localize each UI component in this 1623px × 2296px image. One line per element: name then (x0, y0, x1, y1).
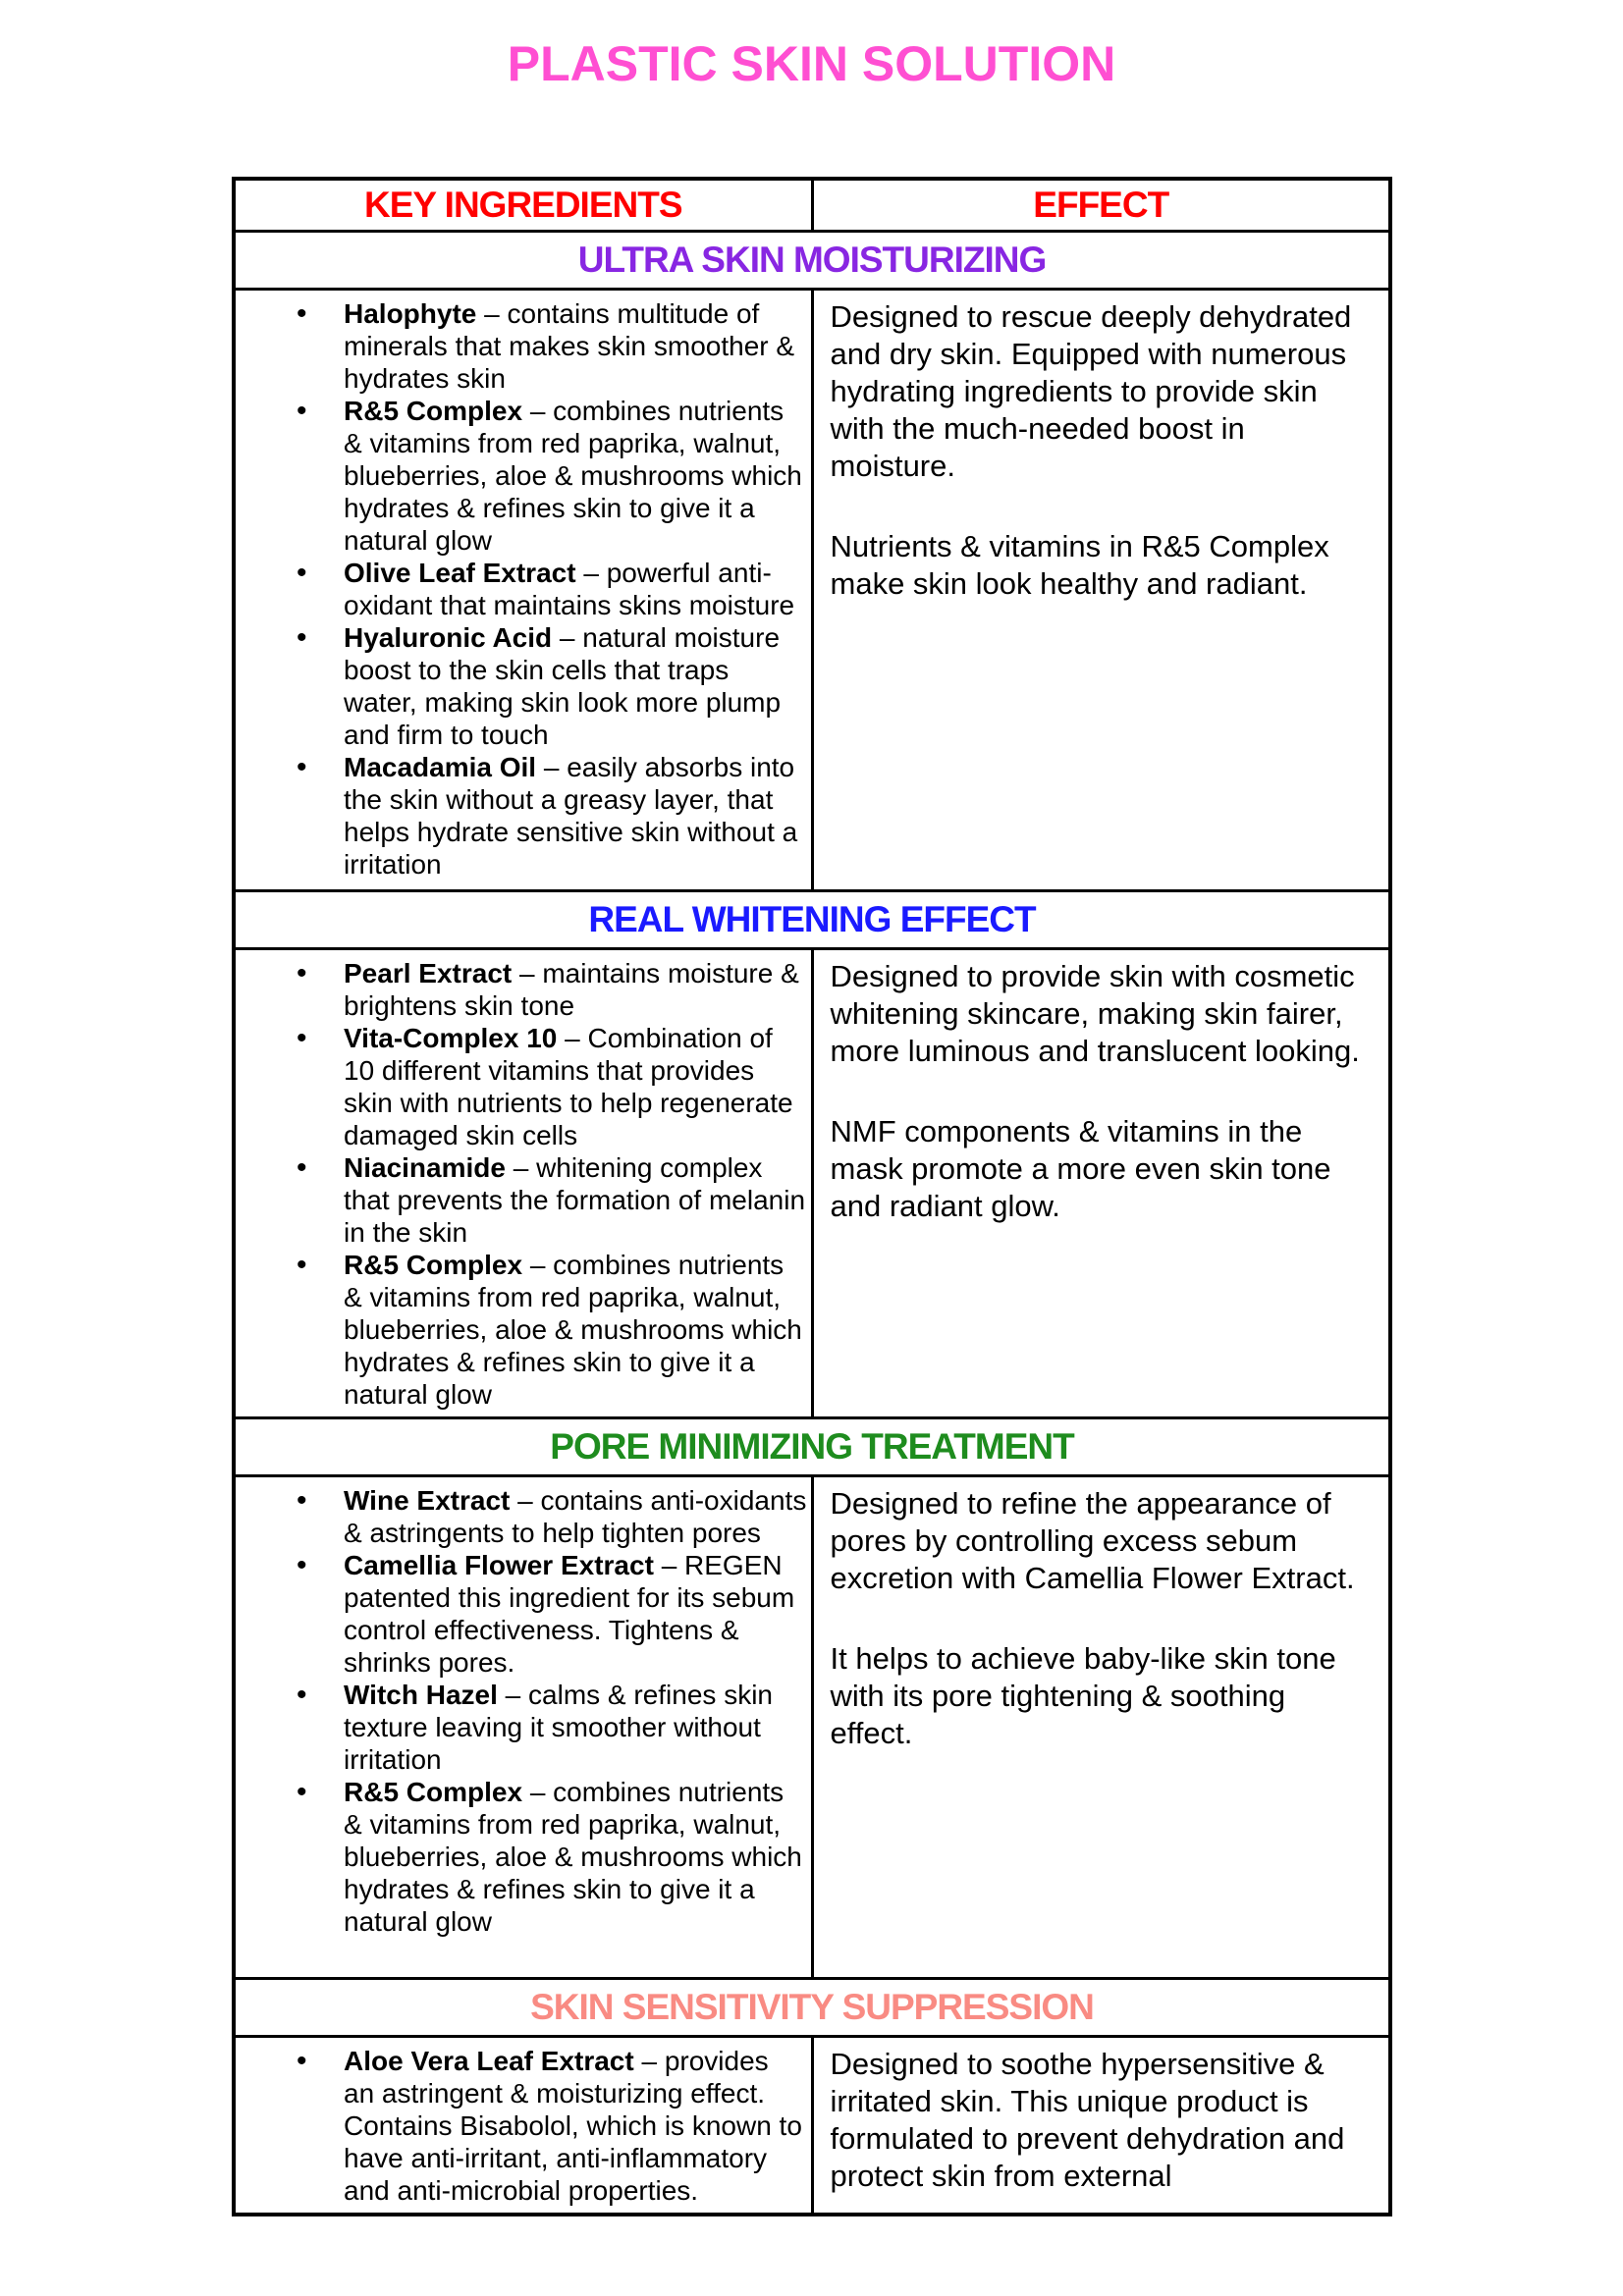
ingredient-item (344, 557, 807, 621)
ingredient-list (236, 1484, 807, 1938)
ingredient-name: Macadamia Oil (344, 752, 537, 782)
ingredient-desc: – easily absorbs into the skin without a greasy layer, that helps hydrate sensitive skin without a irritation (344, 752, 798, 880)
effect-cell (812, 1476, 1390, 1979)
ingredient-desc: – combines nutrients & vitamins from red paprika, walnut, blueberries, aloe & mushrooms which hydrates & refines skin to give it a natural glow (344, 1250, 802, 1410)
ingredient-name: Halophyte (344, 298, 477, 329)
effect-cell (812, 949, 1390, 1418)
ingredient-item (344, 751, 807, 881)
section-band-row (234, 891, 1390, 949)
ingredient-name: R&5 Complex (344, 1777, 523, 1807)
ingredient-item (344, 297, 807, 395)
ingredients-effect-table (232, 177, 1392, 2216)
ingredient-desc: – whitening complex that prevents the formation of melanin in the skin (344, 1152, 806, 1248)
effect-paragraph: Nutrients & vitamins in R&5 Complex make skin look healthy and radiant. (830, 529, 1329, 601)
ingredient-desc: – Combination of 10 different vitamins that provides skin with nutrients to help regenerate damaged skin cells (344, 1023, 793, 1150)
ingredient-name: Vita-Complex 10 (344, 1023, 558, 1053)
section-heading: REAL WHITENING EFFECT (234, 891, 1390, 949)
ingredient-list (236, 2045, 807, 2207)
effect-paragraph: NMF components & vitamins in the mask promote a more even skin tone and radiant glow. (830, 1114, 1331, 1223)
ingredient-desc: – natural moisture boost to the skin cells that traps water, making skin look more plump and firm to touch (344, 622, 782, 750)
ingredients-cell (234, 1476, 812, 1979)
ingredient-name: Olive Leaf Extract (344, 558, 576, 588)
section-band-row (234, 1979, 1390, 2037)
effect-paragraph: Designed to rescue deeply dehydrated and dry skin. Equipped with numerous hydrating ingredients to provide skin with the much-needed boost in moisture. (830, 299, 1352, 483)
ingredient-item (344, 1776, 807, 1938)
ingredient-desc: – combines nutrients & vitamins from red paprika, walnut, blueberries, aloe & mushrooms which hydrates & refines skin to give it a natural glow (344, 1777, 802, 1937)
column-header-key-ingredients: KEY INGREDIENTS (234, 179, 812, 232)
ingredient-desc: – combines nutrients & vitamins from red paprika, walnut, blueberries, aloe & mushrooms which hydrates & refines skin to give it a natural glow (344, 396, 802, 556)
ingredient-desc: – REGEN patented this ingredient for its sebum control effectiveness. Tightens & shrinks pores. (344, 1550, 795, 1678)
section-heading: SKIN SENSITIVITY SUPPRESSION (234, 1979, 1390, 2037)
ingredient-desc: – provides an astringent & moisturizing effect. Contains Bisabolol, which is known to have anti-irritant, anti-inflammatory and anti-microbial properties. (344, 2046, 802, 2206)
ingredients-cell (234, 2037, 812, 2216)
ingredient-item (344, 1549, 807, 1679)
ingredient-item (344, 1249, 807, 1411)
effect-paragraph: Designed to refine the appearance of pores by controlling excess sebum excretion with Camellia Flower Extract. (830, 1486, 1355, 1595)
section-content-row (234, 1476, 1390, 1979)
column-header-effect: EFFECT (812, 179, 1390, 232)
ingredient-desc: – powerful anti-oxidant that maintains skins moisture (344, 558, 795, 620)
ingredient-name: Pearl Extract (344, 958, 513, 988)
section-content-row (234, 290, 1390, 891)
effect-paragraph: It helps to achieve baby-like skin tone with its pore tightening & soothing effect. (830, 1641, 1336, 1750)
table-header-row (234, 179, 1390, 232)
ingredient-item (344, 621, 807, 751)
ingredient-list (236, 297, 807, 881)
ingredient-name: Aloe Vera Leaf Extract (344, 2046, 634, 2076)
ingredients-cell (234, 949, 812, 1418)
ingredient-name: Wine Extract (344, 1485, 511, 1516)
ingredient-desc: – maintains moisture & brightens skin tone (344, 958, 799, 1021)
ingredient-name: Hyaluronic Acid (344, 622, 553, 653)
section-heading: ULTRA SKIN MOISTURIZING (234, 232, 1390, 290)
effect-cell (812, 290, 1390, 891)
ingredient-name: Camellia Flower Extract (344, 1550, 654, 1580)
section-band-row (234, 232, 1390, 290)
section-band-row (234, 1418, 1390, 1476)
ingredient-item (344, 2045, 807, 2207)
section-content-row (234, 2037, 1390, 2216)
effect-cell (812, 2037, 1390, 2216)
page-title: PLASTIC SKIN SOLUTION (507, 36, 1116, 91)
ingredient-name: Niacinamide (344, 1152, 506, 1183)
effect-paragraph: Designed to soothe hypersensitive & irritated skin. This unique product is formulated to prevent dehydration and protect skin from external (830, 2047, 1345, 2193)
ingredient-name: R&5 Complex (344, 1250, 523, 1280)
ingredient-item (344, 1151, 807, 1249)
ingredient-item (344, 1022, 807, 1151)
ingredient-desc: – contains anti-oxidants & astringents to help tighten pores (344, 1485, 807, 1548)
ingredient-desc: – calms & refines skin texture leaving it smoother without irritation (344, 1680, 773, 1775)
ingredient-item (344, 1679, 807, 1776)
ingredient-item (344, 395, 807, 557)
ingredient-name: R&5 Complex (344, 396, 523, 426)
section-heading: PORE MINIMIZING TREATMENT (234, 1418, 1390, 1476)
ingredients-cell (234, 290, 812, 891)
section-content-row (234, 949, 1390, 1418)
ingredient-desc: – contains multitude of minerals that makes skin smoother & hydrates skin (344, 298, 795, 394)
effect-paragraph: Designed to provide skin with cosmetic whitening skincare, making skin fairer, more luminous and translucent looking. (830, 959, 1360, 1068)
table-body (234, 179, 1390, 2215)
ingredient-list (236, 957, 807, 1411)
ingredient-item (344, 1484, 807, 1549)
ingredient-name: Witch Hazel (344, 1680, 498, 1710)
ingredient-item (344, 957, 807, 1022)
